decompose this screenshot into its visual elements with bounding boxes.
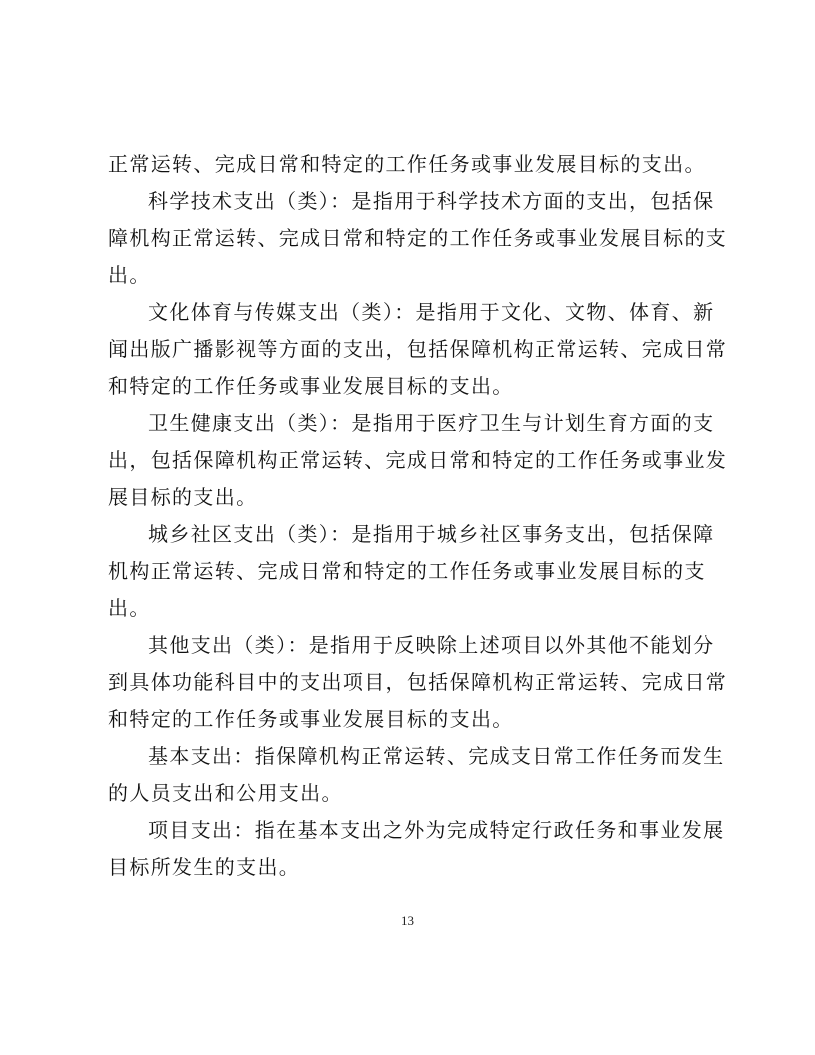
paragraph <box>108 738 728 812</box>
text-line: 正常运转、完成日常和特定的工作任务或事业发展目标的支出。 <box>108 152 706 176</box>
text-line: 出。 <box>108 263 151 287</box>
page-body <box>108 146 728 886</box>
text-line: 科学技术支出（类）：是指用于科学技术方面的支出，包括保 <box>148 189 715 213</box>
paragraph <box>108 405 728 516</box>
text-line: 项目支出：指在基本支出之外为完成特定行政任务和事业发展 <box>148 818 725 842</box>
text-line: 的人员支出和公用支出。 <box>108 781 343 805</box>
text-line: 闻出版广播影视等方面的支出，包括保障机构正常运转、完成日常 <box>108 337 728 361</box>
text-line: 障机构正常运转、完成日常和特定的工作任务或事业发展目标的支 <box>108 226 728 250</box>
paragraph <box>108 294 728 405</box>
text-line: 文化体育与传媒支出（类）：是指用于文化、文物、体育、新 <box>148 300 715 324</box>
paragraph <box>108 146 728 183</box>
text-line: 目标所发生的支出。 <box>108 855 301 879</box>
paragraph <box>108 183 728 294</box>
paragraph <box>108 627 728 738</box>
text-line: 展目标的支出。 <box>108 485 258 509</box>
text-line: 出。 <box>108 596 151 620</box>
paragraph <box>108 516 728 627</box>
text-line: 和特定的工作任务或事业发展目标的支出。 <box>108 374 514 398</box>
text-line: 城乡社区支出（类）：是指用于城乡社区事务支出，包括保障 <box>148 522 715 546</box>
text-line: 其他支出（类）：是指用于反映除上述项目以外其他不能划分 <box>148 633 715 657</box>
text-line: 卫生健康支出（类）：是指用于医疗卫生与计划生育方面的支 <box>148 411 715 435</box>
page-number: 13 <box>401 913 414 928</box>
text-line: 到具体功能科目中的支出项目，包括保障机构正常运转、完成日常 <box>108 670 728 694</box>
text-line: 和特定的工作任务或事业发展目标的支出。 <box>108 707 514 731</box>
paragraph <box>108 812 728 886</box>
text-line: 基本支出：指保障机构正常运转、完成支日常工作任务而发生 <box>148 744 725 768</box>
text-line: 出，包括保障机构正常运转、完成日常和特定的工作任务或事业发 <box>108 448 728 472</box>
text-line: 机构正常运转、完成日常和特定的工作任务或事业发展目标的支 <box>108 559 706 583</box>
